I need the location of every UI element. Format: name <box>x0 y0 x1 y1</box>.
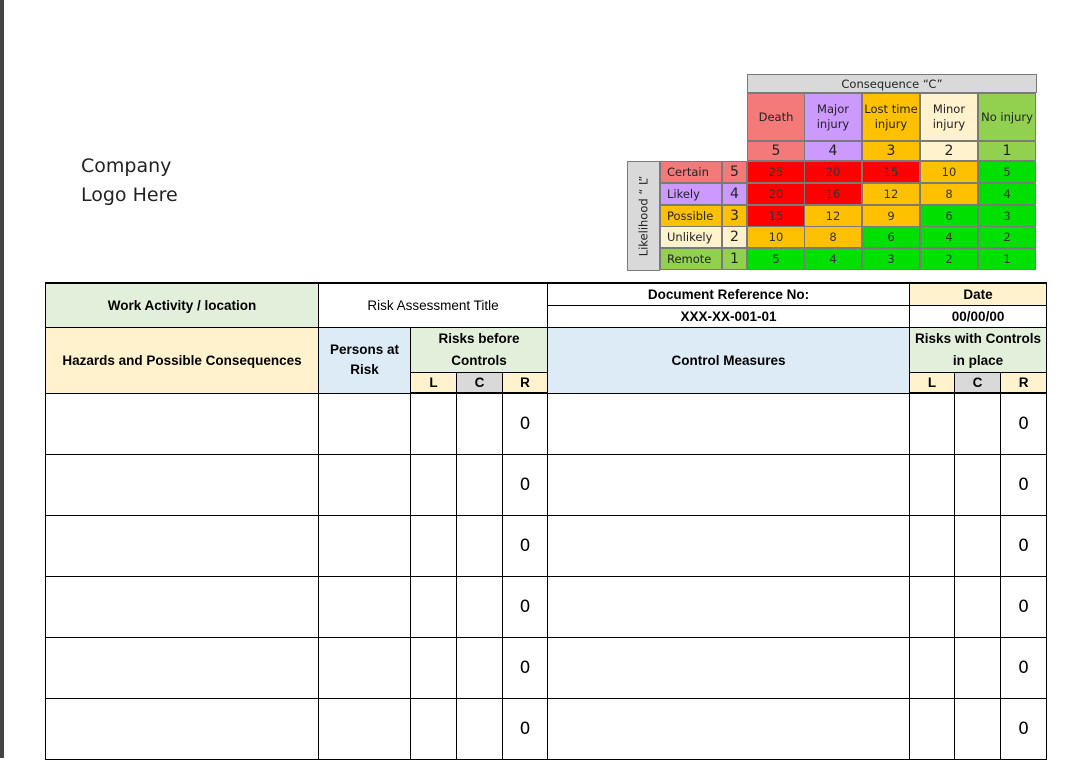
page-left-border <box>0 0 4 758</box>
consequence-number-3: 3 <box>862 141 920 161</box>
risk-matrix <box>626 73 1038 272</box>
consequence-label-3: Lost time injury <box>862 93 920 141</box>
risk-score-cell: 3 <box>978 205 1036 227</box>
control-measures-cell[interactable] <box>548 576 910 637</box>
after-likelihood-cell[interactable] <box>910 515 955 576</box>
company-logo-placeholder <box>81 152 178 210</box>
before-risk-cell[interactable]: 0 <box>503 454 548 515</box>
likelihood-label-certain: Certain <box>660 161 722 183</box>
before-likelihood-cell[interactable] <box>411 637 457 698</box>
after-consequence-cell[interactable] <box>955 515 1001 576</box>
risk-score-cell: 1 <box>978 248 1036 270</box>
risk-score-cell: 20 <box>747 183 805 205</box>
hazard-cell[interactable] <box>46 393 319 454</box>
after-likelihood-cell[interactable] <box>910 637 955 698</box>
consequence-label-4: Minor injury <box>920 93 978 141</box>
risk-score-cell: 10 <box>920 161 978 183</box>
risk-assessment-form <box>45 282 1047 760</box>
hazard-cell[interactable] <box>46 698 319 759</box>
after-risk-cell[interactable]: 0 <box>1001 515 1047 576</box>
risk-score-cell: 20 <box>804 161 862 183</box>
after-likelihood-header: L <box>910 372 955 393</box>
after-risk-cell[interactable]: 0 <box>1001 454 1047 515</box>
after-likelihood-cell[interactable] <box>910 576 955 637</box>
before-risk-header: R <box>503 372 548 393</box>
risk-score-cell: 6 <box>862 226 920 248</box>
persons-cell[interactable] <box>319 637 411 698</box>
hazard-cell[interactable] <box>46 515 319 576</box>
risk-score-cell: 5 <box>978 161 1036 183</box>
risk-score-cell: 16 <box>804 183 862 205</box>
date-label: Date <box>910 283 1047 305</box>
risk-score-cell: 8 <box>920 183 978 205</box>
risk-score-cell: 8 <box>804 226 862 248</box>
risks-with-controls-header: Risks with Controls in place <box>910 327 1047 372</box>
table-row <box>46 637 1047 698</box>
hazard-cell[interactable] <box>46 454 319 515</box>
document-reference-field[interactable]: XXX-XX-001-01 <box>548 305 910 327</box>
logo-line-1: Company <box>81 155 172 177</box>
before-likelihood-header: L <box>411 372 457 393</box>
before-consequence-cell[interactable] <box>457 637 503 698</box>
after-consequence-header: C <box>955 372 1001 393</box>
risk-score-cell: 12 <box>804 205 862 227</box>
persons-cell[interactable] <box>319 393 411 454</box>
document-reference-label: Document Reference No: <box>548 283 910 305</box>
risk-score-cell: 15 <box>747 205 805 227</box>
likelihood-number-1: 5 <box>722 161 747 183</box>
before-likelihood-cell[interactable] <box>411 515 457 576</box>
persons-cell[interactable] <box>319 576 411 637</box>
before-likelihood-cell[interactable] <box>411 698 457 759</box>
consequence-label-2: Major injury <box>804 93 862 141</box>
risk-score-cell: 3 <box>862 248 920 270</box>
persons-cell[interactable] <box>319 454 411 515</box>
after-likelihood-cell[interactable] <box>910 393 955 454</box>
risk-score-cell: 10 <box>747 226 805 248</box>
likelihood-number-5: 1 <box>722 248 747 270</box>
risk-score-cell: 4 <box>804 248 862 270</box>
consequence-number-2: 4 <box>804 141 862 161</box>
risk-score-cell: 6 <box>920 205 978 227</box>
risk-assessment-title-field[interactable]: Risk Assessment Title <box>319 283 548 327</box>
likelihood-axis-text: Likelihood “ L” <box>636 175 651 257</box>
consequence-number-1: 5 <box>747 141 805 161</box>
table-row <box>46 393 1047 454</box>
after-consequence-cell[interactable] <box>955 393 1001 454</box>
before-risk-cell[interactable]: 0 <box>503 576 548 637</box>
table-row <box>46 515 1047 576</box>
control-measures-cell[interactable] <box>548 698 910 759</box>
after-risk-cell[interactable]: 0 <box>1001 637 1047 698</box>
after-consequence-cell[interactable] <box>955 698 1001 759</box>
hazards-header: Hazards and Possible Consequences <box>46 327 319 393</box>
work-activity-label: Work Activity / location <box>46 283 319 327</box>
before-likelihood-cell[interactable] <box>411 454 457 515</box>
likelihood-label-likely: Likely <box>660 183 722 205</box>
control-measures-cell[interactable] <box>548 454 910 515</box>
consequence-title: Consequence “C” <box>747 74 1037 93</box>
table-row <box>46 576 1047 637</box>
likelihood-number-4: 2 <box>722 226 747 248</box>
hazard-cell[interactable] <box>46 637 319 698</box>
before-risk-cell[interactable]: 0 <box>503 393 548 454</box>
after-consequence-cell[interactable] <box>955 454 1001 515</box>
before-risk-cell[interactable]: 0 <box>503 698 548 759</box>
before-likelihood-cell[interactable] <box>411 576 457 637</box>
after-risk-cell[interactable]: 0 <box>1001 393 1047 454</box>
risk-score-cell: 5 <box>747 248 805 270</box>
before-consequence-cell[interactable] <box>457 576 503 637</box>
likelihood-number-3: 3 <box>722 205 747 227</box>
control-measures-cell[interactable] <box>548 637 910 698</box>
risk-score-cell: 4 <box>978 183 1036 205</box>
after-risk-cell[interactable]: 0 <box>1001 698 1047 759</box>
before-consequence-cell[interactable] <box>457 698 503 759</box>
risk-score-cell: 12 <box>862 183 920 205</box>
likelihood-number-2: 4 <box>722 183 747 205</box>
likelihood-label-remote: Remote <box>660 248 722 270</box>
consequence-label-1: Death <box>747 93 805 141</box>
after-consequence-cell[interactable] <box>955 576 1001 637</box>
after-risk-header: R <box>1001 372 1047 393</box>
consequence-number-4: 2 <box>920 141 978 161</box>
likelihood-label-unlikely: Unlikely <box>660 226 722 248</box>
after-likelihood-cell[interactable] <box>910 454 955 515</box>
consequence-number-5: 1 <box>978 141 1036 161</box>
risks-before-controls-header: Risks before Controls <box>411 327 548 372</box>
risk-score-cell: 2 <box>978 226 1036 248</box>
logo-line-2: Logo Here <box>81 184 178 206</box>
risk-score-cell: 2 <box>920 248 978 270</box>
control-measures-cell[interactable] <box>548 393 910 454</box>
before-consequence-header: C <box>457 372 503 393</box>
risk-score-cell: 9 <box>862 205 920 227</box>
table-row <box>46 698 1047 759</box>
persons-cell[interactable] <box>319 698 411 759</box>
risk-score-cell: 25 <box>747 161 805 183</box>
likelihood-axis-label <box>627 161 660 271</box>
table-row <box>46 454 1047 515</box>
after-consequence-cell[interactable] <box>955 637 1001 698</box>
likelihood-label-possible: Possible <box>660 205 722 227</box>
before-consequence-cell[interactable] <box>457 454 503 515</box>
control-measures-cell[interactable] <box>548 515 910 576</box>
risk-score-cell: 4 <box>920 226 978 248</box>
hazard-cell[interactable] <box>46 576 319 637</box>
before-consequence-cell[interactable] <box>457 515 503 576</box>
before-risk-cell[interactable]: 0 <box>503 515 548 576</box>
control-measures-header: Control Measures <box>548 327 910 393</box>
before-consequence-cell[interactable] <box>457 393 503 454</box>
persons-cell[interactable] <box>319 515 411 576</box>
risk-score-cell: 15 <box>862 161 920 183</box>
before-risk-cell[interactable]: 0 <box>503 637 548 698</box>
date-field[interactable]: 00/00/00 <box>910 305 1047 327</box>
after-likelihood-cell[interactable] <box>910 698 955 759</box>
persons-at-risk-header: Persons at Risk <box>319 327 411 393</box>
consequence-label-5: No injury <box>978 93 1036 141</box>
after-risk-cell[interactable]: 0 <box>1001 576 1047 637</box>
before-likelihood-cell[interactable] <box>411 393 457 454</box>
